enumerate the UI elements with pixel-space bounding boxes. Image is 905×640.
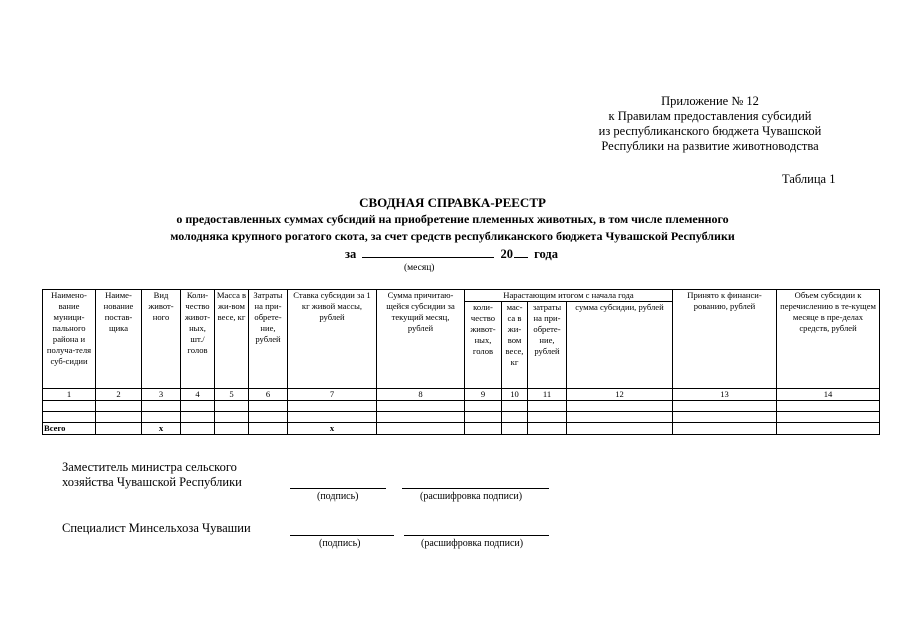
total-row xyxy=(43,423,880,435)
total-label: Всего xyxy=(43,423,96,435)
table-cell[interactable] xyxy=(465,412,502,423)
table-cell[interactable] xyxy=(142,412,181,423)
column-number: 9 xyxy=(465,389,502,401)
table-cell[interactable] xyxy=(502,423,528,435)
table-label: Таблица 1 xyxy=(782,172,836,186)
document-title: СВОДНАЯ СПРАВКА-РЕЕСТР xyxy=(359,195,546,210)
table-cell[interactable] xyxy=(567,401,673,412)
table-cell[interactable] xyxy=(567,423,673,435)
table-cell[interactable] xyxy=(673,423,777,435)
deputy-minister-role xyxy=(62,460,242,490)
table-cell[interactable] xyxy=(96,412,142,423)
header-cumulative-cost: затраты на при-обрете-ние, рублей xyxy=(528,302,567,389)
specialist-decoding-line[interactable] xyxy=(404,535,549,536)
signature-caption: (подпись) xyxy=(319,538,361,549)
table-cell[interactable] xyxy=(673,401,777,412)
signature-caption: (подпись) xyxy=(317,491,359,502)
header-cumulative-subsidy: сумма субсидии, рублей xyxy=(567,302,673,389)
table-cell[interactable] xyxy=(43,412,96,423)
header-cumulative-weight: мас-са в жи-вом весе, кг xyxy=(502,302,528,389)
header-animal-type: Вид живот-ного xyxy=(142,290,181,389)
document-subtitle-line: о предоставленных суммах субсидий на приобретение племенных животных, в том числе племенного xyxy=(176,212,729,226)
table-cell[interactable] xyxy=(377,423,465,435)
specialist-signature-line[interactable] xyxy=(290,535,394,536)
table-cell[interactable] xyxy=(249,423,288,435)
table-cell[interactable] xyxy=(528,401,567,412)
header-purchase-cost: Затраты на при-обрете-ние, рублей xyxy=(249,290,288,389)
year-blank-field[interactable] xyxy=(514,247,528,258)
header-subsidy-current-month: Сумма причитаю-щейся субсидии за текущий месяц, рублей xyxy=(377,290,465,389)
period-line xyxy=(345,247,558,262)
header-subsidy-transfer: Объем субсидии к перечислению в те-кущем месяце в пре-делах средств, рублей xyxy=(777,290,880,389)
header-cumulative-count: коли-чество живот-ных, голов xyxy=(465,302,502,389)
column-number: 7 xyxy=(288,389,377,401)
table-cell[interactable] xyxy=(377,401,465,412)
table-cell[interactable] xyxy=(567,412,673,423)
header-animal-count: Коли-чество живот-ных, шт./ голов xyxy=(181,290,215,389)
table-cell[interactable] xyxy=(673,412,777,423)
registry-table xyxy=(42,289,880,435)
appendix-line: к Правилам предоставления субсидий xyxy=(608,109,812,123)
table-cell[interactable] xyxy=(377,412,465,423)
table-cell[interactable] xyxy=(465,401,502,412)
table-cell[interactable] xyxy=(142,401,181,412)
specialist-role: Специалист Минсельхоза Чувашии xyxy=(62,521,251,535)
role-line: Заместитель министра сельского xyxy=(62,460,237,474)
column-number: 10 xyxy=(502,389,528,401)
header-live-weight: Масса в жи-вом весе, кг xyxy=(215,290,249,389)
appendix-line: из республиканского бюджета Чувашской xyxy=(598,124,822,138)
role-line: хозяйства Чувашской Республики xyxy=(62,475,242,489)
column-number: 4 xyxy=(181,389,215,401)
column-number: 5 xyxy=(215,389,249,401)
decoding-caption: (расшифровка подписи) xyxy=(421,538,524,549)
x-mark: х xyxy=(288,423,377,435)
appendix-line: Приложение № 12 xyxy=(661,94,759,108)
header-accepted-financing: Принято к финанси-рованию, рублей xyxy=(673,290,777,389)
table-cell[interactable] xyxy=(181,412,215,423)
table-row xyxy=(43,401,880,412)
period-prefix: за xyxy=(345,247,357,261)
table-cell[interactable] xyxy=(96,423,142,435)
header-cumulative-group: Нарастающим итогом с начала года xyxy=(465,290,673,302)
table-cell[interactable] xyxy=(777,423,880,435)
table-cell[interactable] xyxy=(249,401,288,412)
header-subsidy-rate: Ставка субсидии за 1 кг живой массы, рублей xyxy=(288,290,377,389)
table-cell[interactable] xyxy=(528,423,567,435)
table-cell[interactable] xyxy=(181,401,215,412)
table-cell[interactable] xyxy=(181,423,215,435)
table-cell[interactable] xyxy=(43,401,96,412)
column-number: 1 xyxy=(43,389,96,401)
table-cell[interactable] xyxy=(249,412,288,423)
column-number: 8 xyxy=(377,389,465,401)
column-number: 14 xyxy=(777,389,880,401)
table-cell[interactable] xyxy=(777,401,880,412)
period-suffix: года xyxy=(534,247,558,261)
table-cell[interactable] xyxy=(215,412,249,423)
column-number: 6 xyxy=(249,389,288,401)
table-cell[interactable] xyxy=(288,401,377,412)
column-number: 2 xyxy=(96,389,142,401)
x-mark: х xyxy=(142,423,181,435)
month-caption: (месяц) xyxy=(404,263,435,273)
header-municipality: Наимено-вание муници-пального района и получа-теля суб-сидии xyxy=(43,290,96,389)
header-supplier: Наиме-нование постав-щика xyxy=(96,290,142,389)
document-subtitle-line: молодняка крупного рогатого скота, за счет средств республиканского бюджета Чувашской Республики xyxy=(170,229,735,243)
column-number: 12 xyxy=(567,389,673,401)
column-number: 3 xyxy=(142,389,181,401)
period-year: 20 xyxy=(500,247,514,261)
deputy-signature-line[interactable] xyxy=(290,488,386,489)
appendix-note xyxy=(560,94,860,154)
table-cell[interactable] xyxy=(502,412,528,423)
month-blank-field[interactable] xyxy=(362,247,494,258)
decoding-caption: (расшифровка подписи) xyxy=(420,491,523,502)
table-cell[interactable] xyxy=(777,412,880,423)
table-cell[interactable] xyxy=(502,401,528,412)
table-cell[interactable] xyxy=(215,423,249,435)
table-cell[interactable] xyxy=(215,401,249,412)
column-number: 13 xyxy=(673,389,777,401)
table-cell[interactable] xyxy=(288,412,377,423)
column-number-row xyxy=(43,389,880,401)
table-cell[interactable] xyxy=(96,401,142,412)
appendix-line: Республики на развитие животноводства xyxy=(601,139,819,153)
deputy-decoding-line[interactable] xyxy=(402,488,549,489)
table-row xyxy=(43,412,880,423)
table-cell[interactable] xyxy=(465,423,502,435)
column-number: 11 xyxy=(528,389,567,401)
table-cell[interactable] xyxy=(528,412,567,423)
